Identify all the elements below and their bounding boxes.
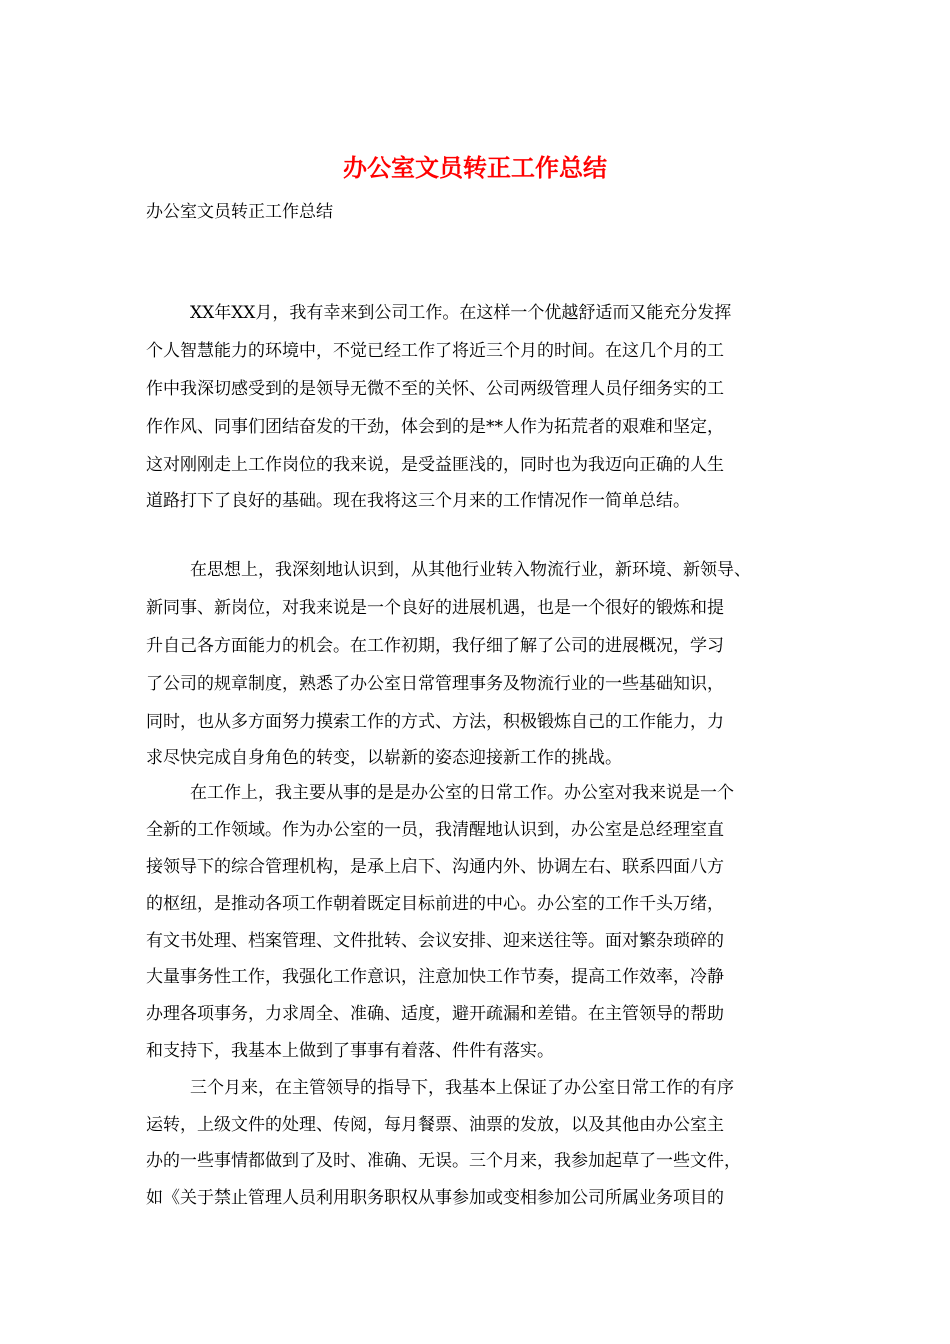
paragraph-4-line-2: 运转，上级文件的处理、传阅，每月餐票、油票的发放，以及其他由办公室主	[146, 1115, 724, 1135]
paragraph-2-line-5: 同时，也从多方面努力摸索工作的方式、方法，积极锻炼自己的工作能力，力	[146, 712, 724, 732]
paragraph-4-line-3: 办的一些事情都做到了及时、准确、无误。三个月来，我参加起草了一些文件，	[146, 1151, 741, 1171]
paragraph-3-line-7: 办理各项事务，力求周全、准确、适度，避开疏漏和差错。在主管领导的帮助	[146, 1004, 724, 1024]
paragraph-3-line-2: 全新的工作领域。作为办公室的一员，我清醒地认识到，办公室是总经理室直	[146, 820, 724, 840]
document-title: 办公室文员转正工作总结	[343, 153, 607, 182]
paragraph-3-line-6: 大量事务性工作，我强化工作意识，注意加快工作节奏，提高工作效率，冷静	[146, 967, 724, 987]
paragraph-3-line-1: 在工作上，我主要从事的是是办公室的日常工作。办公室对我来说是一个	[190, 783, 734, 803]
document-subtitle: 办公室文员转正工作总结	[146, 202, 333, 222]
paragraph-2-line-3: 升自己各方面能力的机会。在工作初期，我仔细了解了公司的进展概况，学习	[146, 636, 724, 656]
paragraph-4-line-1: 三个月来，在主管领导的指导下，我基本上保证了办公室日常工作的有序	[190, 1078, 734, 1098]
paragraph-2-line-1: 在思想上，我深刻地认识到，从其他行业转入物流行业，新环境、新领导、	[190, 560, 751, 580]
paragraph-3-line-8: 和支持下，我基本上做到了事事有着落、件件有落实。	[146, 1041, 554, 1061]
paragraph-1-line-2: 个人智慧能力的环境中，不觉已经工作了将近三个月的时间。在这几个月的工	[146, 341, 724, 361]
paragraph-3-line-3: 接领导下的综合管理机构，是承上启下、沟通内外、协调左右、联系四面八方	[146, 857, 724, 877]
paragraph-3-line-5: 有文书处理、档案管理、文件批转、会议安排、迎来送往等。面对繁杂琐碎的	[146, 931, 724, 951]
paragraph-2-line-2: 新同事、新岗位，对我来说是一个良好的进展机遇，也是一个很好的锻炼和提	[146, 598, 724, 618]
paragraph-3-line-4: 的枢纽，是推动各项工作朝着既定目标前进的中心。办公室的工作千头万绪，	[146, 894, 724, 914]
paragraph-1-line-5: 这对刚刚走上工作岗位的我来说，是受益匪浅的，同时也为我迈向正确的人生	[146, 455, 724, 475]
paragraph-1-line-1: XX年XX月，我有幸来到公司工作。在这样一个优越舒适而又能充分发挥	[190, 303, 732, 323]
paragraph-4-line-4: 如《关于禁止管理人员利用职务职权从事参加或变相参加公司所属业务项目的	[146, 1188, 724, 1208]
paragraph-1-line-6: 道路打下了良好的基础。现在我将这三个月来的工作情况作一简单总结。	[146, 491, 690, 511]
paragraph-2-line-4: 了公司的规章制度，熟悉了办公室日常管理事务及物流行业的一些基础知识，	[146, 674, 724, 694]
paragraph-1-line-3: 作中我深切感受到的是领导无微不至的关怀、公司两级管理人员仔细务实的工	[146, 379, 724, 399]
paragraph-2-line-6: 求尽快完成自身角色的转变，以崭新的姿态迎接新工作的挑战。	[146, 748, 622, 768]
paragraph-1-line-4: 作作风、同事们团结奋发的干劲，体会到的是**人作为拓荒者的艰难和坚定，	[146, 417, 724, 437]
